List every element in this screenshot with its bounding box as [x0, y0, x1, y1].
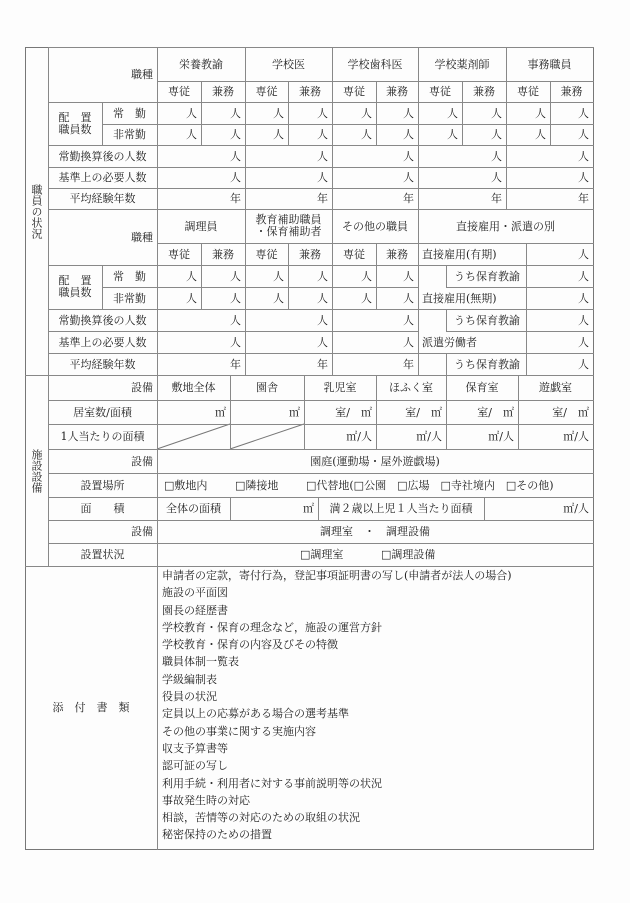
staff-count-input[interactable]: 人: [403, 128, 414, 141]
rooms-area-label: 居室数/面積: [73, 405, 132, 419]
grid-line: [201, 81, 202, 146]
grid-line: [157, 209, 158, 376]
assigned-staff-label: [48, 265, 102, 309]
staff-count-input[interactable]: 人: [186, 269, 197, 283]
attachment-item: 学級編制表: [162, 672, 217, 686]
avg-years-label: 平均経験年数: [69, 192, 136, 205]
grid-line: [446, 265, 447, 288]
attachments-label: 添 付 書 類: [52, 701, 130, 714]
staff-count-input[interactable]: 人: [361, 106, 372, 120]
room-area-input[interactable]: 室/ ㎡: [405, 405, 442, 419]
col-concurrent: 兼務: [299, 247, 321, 261]
staff-count-input[interactable]: 人: [273, 106, 284, 120]
grid-line: [48, 102, 594, 103]
job-title: 学校薬剤師: [434, 57, 490, 71]
grid-line: [245, 209, 246, 376]
grid-line: [332, 209, 333, 376]
required-count-input[interactable]: 人: [491, 171, 502, 184]
converted-count-input[interactable]: 人: [403, 313, 414, 327]
attachment-item: 定員以上の応募がある場合の選考基準: [162, 707, 349, 721]
col-concurrent: 兼務: [212, 85, 234, 98]
room-area-input[interactable]: 室/ ㎡: [477, 405, 514, 419]
required-count-input[interactable]: 人: [317, 335, 328, 349]
grid-line: [446, 309, 447, 332]
staff-count-input[interactable]: 人: [230, 269, 241, 283]
grid-line: [446, 353, 447, 376]
per-child-area-label: 満２歳以上児１人当たり面積: [329, 502, 473, 515]
job-type-header: 職種: [131, 230, 153, 244]
parttime-label: 非常勤: [113, 128, 146, 141]
attachment-item: 学校教育・保育の理念など，施設の運営方針: [162, 620, 382, 634]
employment-count-input[interactable]: 人: [578, 335, 589, 349]
employment-count-input[interactable]: 人: [578, 357, 589, 371]
converted-count-input[interactable]: 人: [578, 149, 589, 163]
avg-years-input[interactable]: 年: [317, 357, 328, 371]
fulltime-label: 常 勤: [113, 106, 146, 120]
grid-line: [157, 47, 158, 210]
required-count-label: 基準上の必要人数: [58, 335, 147, 349]
staff-count-input[interactable]: 人: [361, 269, 372, 283]
job-title-line2: ・保育補助者: [255, 225, 322, 238]
col-dedicated: 専従: [429, 85, 451, 98]
staff-count-input[interactable]: 人: [230, 291, 241, 305]
grid-line: [48, 473, 594, 474]
attachment-item: 認可証の写し: [162, 759, 228, 773]
required-count-input[interactable]: 人: [230, 171, 241, 184]
converted-count-label: 常勤換算後の人数: [58, 313, 147, 327]
of-which-teacher-label: うち保育教諭: [454, 313, 520, 327]
attachment-item: 職員体制一覧表: [162, 655, 239, 669]
assigned-label-line1: 配 置: [58, 274, 92, 287]
job-title: 学校医: [272, 57, 305, 71]
avg-years-input[interactable]: 年: [317, 192, 328, 205]
avg-years-label: 平均経験年数: [69, 357, 136, 371]
avg-years-input[interactable]: 年: [491, 192, 502, 205]
employment-type-label: 直接雇用(有期): [422, 247, 497, 261]
grid-line: [48, 188, 594, 189]
col-dedicated: 専従: [255, 85, 278, 98]
col-concurrent: 兼務: [386, 85, 408, 98]
col-concurrent: 兼務: [299, 85, 321, 98]
grid-line: [48, 400, 594, 401]
avg-years-input[interactable]: 年: [578, 192, 589, 205]
grid-line: [48, 167, 594, 168]
attachment-item: 園長の経歴書: [162, 603, 228, 617]
per-person-area-input[interactable]: ㎡/人: [416, 430, 442, 443]
attachment-item: 学校教育・保育の内容及びその特徴: [162, 638, 338, 652]
grid-line: [48, 543, 594, 544]
staff-count-input[interactable]: 人: [578, 106, 589, 120]
grid-line: [506, 47, 507, 210]
staff-count-input[interactable]: 人: [317, 269, 328, 283]
per-person-area-label: 1人当たりの面積: [60, 430, 145, 443]
grid-line: [230, 497, 231, 521]
room-type-header: 保育室: [465, 381, 499, 394]
staff-count-input[interactable]: 人: [491, 128, 502, 141]
job-title: 学校歯科医: [347, 57, 403, 71]
staff-count-input[interactable]: 人: [447, 128, 458, 141]
grid-line: [245, 47, 246, 210]
grid-line: [48, 47, 594, 48]
converted-count-input[interactable]: 人: [317, 313, 328, 327]
kitchen-header: 調理室 ・ 調理設備: [320, 525, 430, 538]
grid-line: [48, 449, 594, 450]
required-count-input[interactable]: 人: [403, 171, 414, 184]
staff-count-input[interactable]: 人: [361, 128, 372, 141]
grid-line: [48, 309, 594, 310]
converted-count-input[interactable]: 人: [230, 313, 241, 327]
room-area-input[interactable]: 室/ ㎡: [552, 405, 589, 419]
of-which-teacher-label: うち保育教諭: [454, 357, 520, 371]
staff-count-input[interactable]: 人: [186, 106, 197, 120]
col-dedicated: 専従: [255, 247, 278, 261]
room-type-header: 乳児室: [323, 381, 357, 394]
location-label: 設置場所: [80, 478, 125, 492]
grid-line: [157, 375, 158, 567]
grid-line: [376, 375, 377, 450]
location-checkbox[interactable]: □敷地内: [164, 478, 208, 492]
grid-line: [446, 375, 447, 450]
required-count-label: 基準上の必要人数: [58, 171, 147, 184]
col-dedicated: 専従: [168, 247, 190, 261]
col-dedicated: 専従: [343, 85, 365, 98]
converted-count-input[interactable]: 人: [403, 149, 414, 163]
assigned-label-line1: 配 置: [58, 110, 92, 124]
required-count-input[interactable]: 人: [403, 335, 414, 349]
grid-line: [201, 243, 202, 310]
grid-line: [446, 287, 594, 288]
staff-count-input[interactable]: 人: [403, 269, 414, 283]
staff-count-input[interactable]: 人: [317, 106, 328, 120]
grid-line: [102, 265, 103, 310]
job-title: その他の職員: [342, 219, 408, 233]
job-title-line1: 教育補助職員: [255, 213, 322, 226]
equipment-label: 設備: [131, 381, 153, 394]
staff-count-input[interactable]: 人: [273, 291, 284, 305]
grid-line: [518, 375, 519, 450]
required-count-input[interactable]: 人: [578, 171, 589, 184]
converted-count-input[interactable]: 人: [491, 149, 502, 163]
per-child-area-input[interactable]: ㎡/人: [563, 502, 589, 515]
total-area-input[interactable]: ㎡: [303, 502, 314, 515]
total-area-label: 全体の面積: [166, 502, 221, 515]
grid-line: [418, 47, 419, 210]
grid-line: [102, 287, 419, 288]
grid-line: [526, 243, 527, 376]
col-concurrent: 兼務: [473, 85, 495, 98]
attachment-item: 事故発生時の対応: [162, 793, 250, 807]
assigned-label-line2: 職員数: [58, 286, 92, 299]
of-which-teacher-label: うち保育教諭: [454, 269, 520, 283]
location-checkbox[interactable]: □代替地(□公園 □広場 □寺社境内 □その他): [306, 478, 554, 492]
staff-count-input[interactable]: 人: [535, 128, 546, 141]
staff-count-input[interactable]: 人: [403, 106, 414, 120]
staff-count-input[interactable]: 人: [273, 128, 284, 141]
room-area-input[interactable]: 室/ ㎡: [335, 405, 372, 419]
grid-line: [48, 520, 594, 521]
col-concurrent: 兼務: [560, 85, 583, 98]
staff-count-input[interactable]: 人: [361, 291, 372, 305]
grid-line: [446, 331, 594, 332]
staff-count-input[interactable]: 人: [317, 291, 328, 305]
grid-line: [418, 209, 419, 376]
job-title: 栄養教諭: [179, 57, 223, 71]
per-person-area-input[interactable]: ㎡/人: [346, 430, 372, 443]
job-title: 事務職員: [527, 57, 572, 71]
job-title: 調理員: [184, 219, 218, 233]
facility-section-label: 施設設備: [30, 448, 43, 493]
employment-type-label: 派遣労働者: [422, 335, 477, 349]
staff-count-input[interactable]: 人: [186, 128, 197, 141]
kitchen-equipment-checkbox[interactable]: □調理設備: [381, 548, 436, 561]
grid-line: [48, 497, 594, 498]
assigned-label-line2: 職員数: [58, 122, 92, 136]
kitchen-room-checkbox[interactable]: □調理室: [300, 548, 344, 561]
employment-count-input[interactable]: 人: [578, 291, 589, 305]
converted-count-label: 常勤換算後の人数: [58, 149, 147, 163]
required-count-input[interactable]: 人: [230, 335, 241, 349]
grid-line: [48, 145, 594, 146]
converted-count-input[interactable]: 人: [230, 149, 241, 163]
col-concurrent: 兼務: [212, 247, 234, 261]
staff-count-input[interactable]: 人: [491, 106, 502, 120]
col-dedicated: 専従: [517, 85, 539, 98]
room-type-header: 敷地全体: [171, 381, 216, 394]
converted-count-input[interactable]: 人: [317, 149, 328, 163]
avg-years-input[interactable]: 年: [230, 192, 241, 205]
grid-line: [376, 81, 377, 146]
attachment-item: 秘密保持のための措置: [162, 828, 272, 842]
attachment-item: 収支予算書等: [162, 741, 228, 755]
grid-line: [304, 375, 305, 450]
area-label: 面 積: [80, 502, 125, 515]
grid-line: [332, 47, 333, 210]
grid-line: [48, 353, 594, 354]
grid-line: [318, 497, 319, 521]
grid-line: [102, 124, 594, 125]
grid-line: [550, 81, 551, 146]
attachments-list: [162, 567, 512, 844]
grid-line: [462, 81, 463, 146]
job-type-header: 職種: [131, 68, 153, 81]
equipment-label: 設備: [131, 454, 153, 468]
employment-count-input[interactable]: 人: [578, 313, 589, 327]
fulltime-label: 常 勤: [113, 269, 146, 283]
staff-count-input[interactable]: 人: [447, 106, 458, 120]
grid-line: [48, 424, 594, 425]
location-checkbox[interactable]: □隣接地: [235, 478, 279, 492]
staff-section-label: 職員の状況: [30, 183, 43, 239]
job-title: [245, 209, 332, 243]
grid-line: [157, 566, 158, 850]
staff-count-input[interactable]: 人: [317, 128, 328, 141]
room-area-input[interactable]: ㎡: [215, 405, 226, 419]
room-type-header: 園舎: [256, 381, 278, 394]
staff-count-input[interactable]: 人: [273, 269, 284, 283]
employment-count-input[interactable]: 人: [578, 247, 589, 261]
equipment-label: 設備: [131, 525, 153, 538]
avg-years-input[interactable]: 年: [403, 357, 414, 371]
grid-line: [48, 265, 594, 266]
employment-type-header: 直接雇用・派遣の別: [456, 219, 555, 233]
attachment-item: 施設の平面図: [162, 586, 228, 600]
room-type-header: ほふく室: [389, 381, 433, 394]
attachment-item: その他の事業に関する実施内容: [162, 724, 316, 738]
per-person-area-input[interactable]: ㎡/人: [488, 430, 514, 443]
attachment-item: 役員の状況: [162, 690, 217, 704]
attachment-item: 申請者の定款，寄付行為，登記事項証明書の写し(申請者が法人の場合): [162, 569, 512, 582]
grid-line: [288, 243, 289, 310]
col-dedicated: 専従: [343, 247, 365, 261]
avg-years-input[interactable]: 年: [403, 192, 414, 205]
required-count-input[interactable]: 人: [317, 171, 328, 184]
employment-count-input[interactable]: 人: [578, 269, 589, 283]
staff-count-input[interactable]: 人: [186, 291, 197, 305]
staff-count-input[interactable]: 人: [230, 106, 241, 120]
grid-line: [230, 375, 231, 450]
staff-count-input[interactable]: 人: [535, 106, 546, 120]
grid-line: [102, 102, 103, 146]
grid-line: [418, 243, 594, 244]
staff-count-input[interactable]: 人: [578, 128, 589, 141]
assigned-staff-label: [48, 102, 102, 145]
staff-count-input[interactable]: 人: [230, 128, 241, 141]
grid-line: [484, 497, 485, 521]
attachment-item: 利用手続・利用者に対する事前説明等の状況: [162, 776, 382, 790]
room-area-input[interactable]: ㎡: [289, 405, 300, 419]
col-concurrent: 兼務: [386, 247, 408, 261]
garden-header: 園庭(運動場・屋外遊戯場): [310, 454, 440, 468]
room-type-header: 遊戯室: [539, 381, 572, 394]
grid-line: [376, 243, 377, 310]
install-status-label: 設置状況: [80, 548, 125, 561]
parttime-label: 非常勤: [113, 291, 146, 305]
per-person-area-input[interactable]: ㎡/人: [563, 430, 589, 443]
attachment-item: 相談，苦情等の対応のための取組の状況: [162, 811, 360, 825]
avg-years-input[interactable]: 年: [230, 357, 241, 371]
employment-type-label: 直接雇用(無期): [422, 291, 497, 305]
col-dedicated: 専従: [168, 85, 190, 98]
grid-line: [288, 81, 289, 146]
staff-count-input[interactable]: 人: [403, 291, 414, 305]
grid-line: [48, 331, 419, 332]
